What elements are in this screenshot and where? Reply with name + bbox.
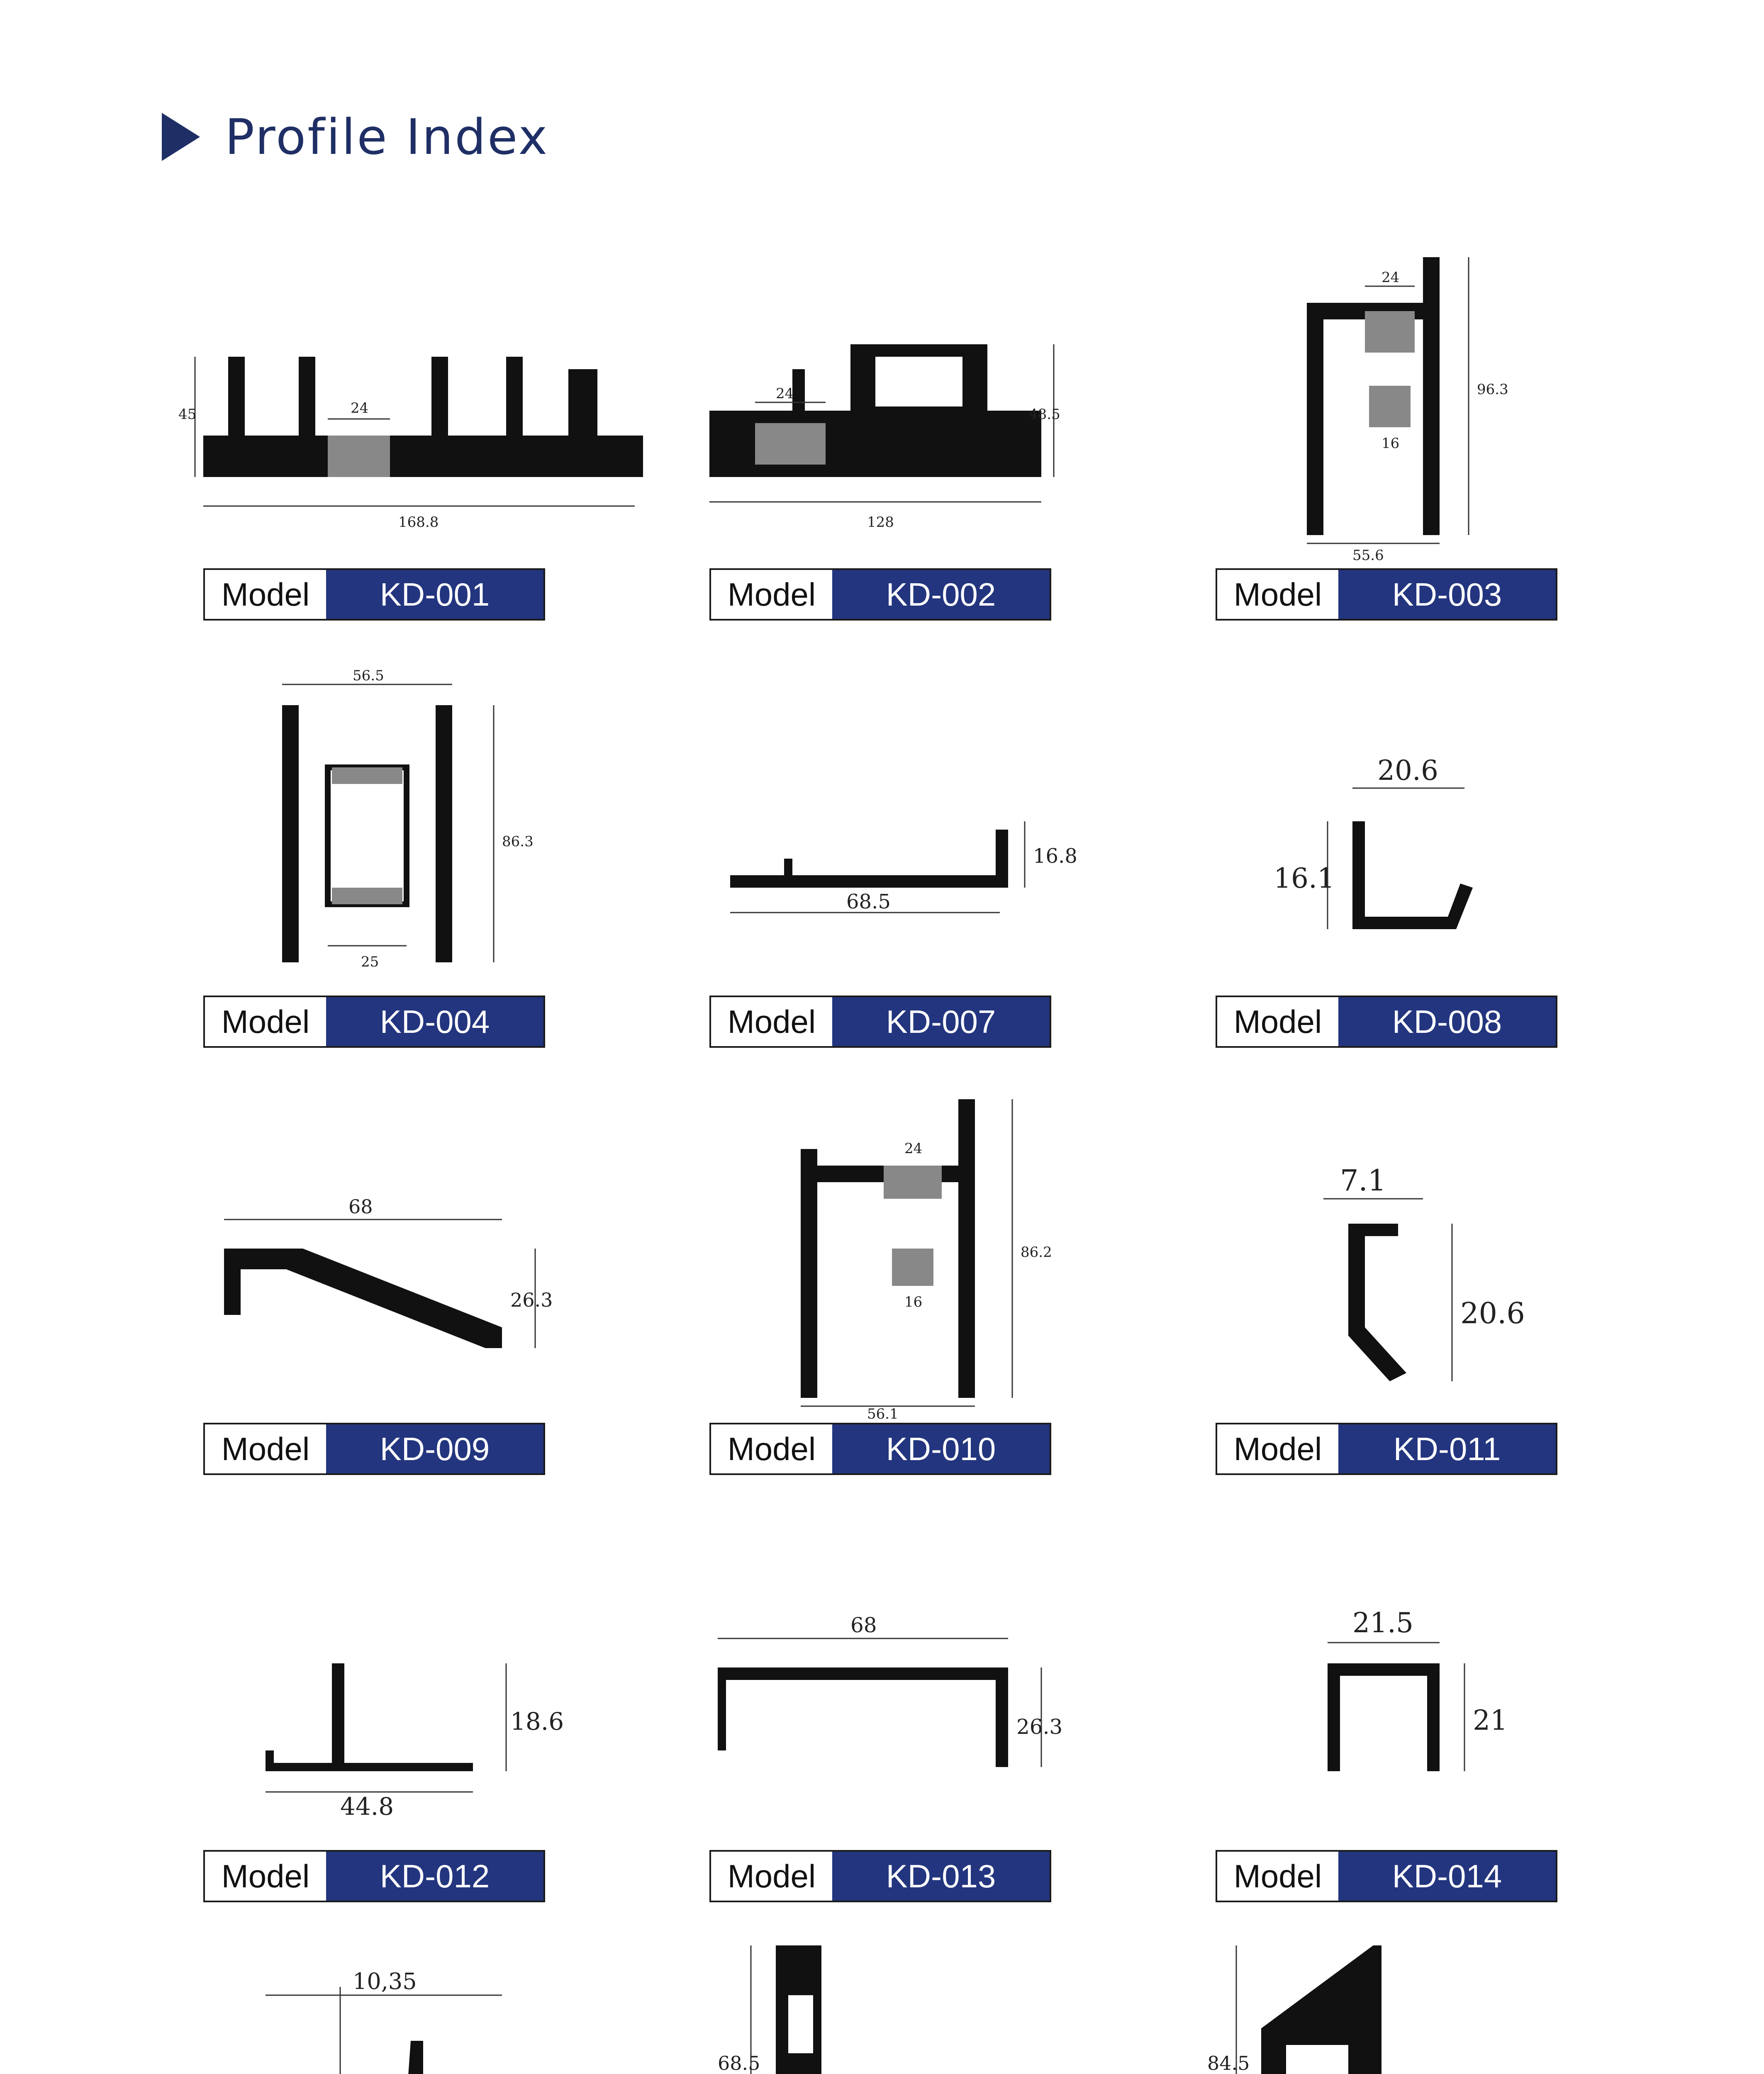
model-label-value: KD-007 [832, 997, 1050, 1046]
dim-label: 68 [850, 1613, 877, 1637]
model-label [203, 996, 545, 1048]
model-label-key: Model [1217, 570, 1338, 619]
model-label-key: Model [711, 997, 832, 1046]
dim-label: 7.1 [1340, 1164, 1386, 1198]
model-label-value: KD-012 [326, 1852, 543, 1901]
model-label-key: Model [1217, 1424, 1338, 1473]
model-label-value: KD-010 [832, 1424, 1050, 1473]
profile-card [203, 1058, 553, 1485]
model-label [1216, 568, 1557, 621]
dim-label: 16 [1381, 435, 1400, 452]
dim-label: 55.6 [1352, 547, 1384, 564]
profile-card [1216, 203, 1560, 630]
model-label-value: KD-004 [326, 997, 543, 1046]
model-label-key: Model [205, 1424, 326, 1473]
profile-card [178, 203, 548, 630]
model-label [203, 568, 545, 621]
dim-label: 16.8 [1033, 845, 1077, 868]
profile-card [709, 1912, 1054, 2074]
dim-label: 20.6 [1460, 1296, 1525, 1330]
profile-drawing-kd-001 [178, 203, 548, 568]
dim-label: 48.5 [1029, 406, 1060, 423]
profile-card [203, 630, 548, 1058]
profile-drawing-kd-020 [709, 1912, 1054, 2074]
model-label-key: Model [205, 1852, 326, 1901]
model-label [709, 568, 1051, 621]
dim-label: 56.5 [353, 667, 384, 684]
model-label-key: Model [205, 570, 326, 619]
dim-label: 86.3 [502, 833, 534, 850]
dim-label: 24 [904, 1140, 923, 1157]
dim-label: 24 [351, 400, 369, 416]
profile-drawing-kd-009 [203, 1058, 553, 1423]
triangle-right-icon [162, 113, 200, 161]
page-title: Profile Index [225, 108, 549, 166]
dim-label: 44.8 [340, 1792, 394, 1821]
dim-label: 128 [867, 514, 894, 531]
model-label [203, 1423, 545, 1475]
dim-label: 26.3 [1016, 1715, 1063, 1739]
dim-label: 25 [361, 954, 379, 970]
dim-label: 86.2 [1021, 1244, 1052, 1261]
model-label-key: Model [205, 997, 326, 1046]
model-label-key: Model [711, 1852, 832, 1901]
profile-card [203, 1912, 548, 2074]
dim-label: 68 [348, 1195, 373, 1218]
model-label-value: KD-002 [832, 570, 1050, 619]
dim-label: 10,35 [353, 1968, 417, 1994]
model-label [709, 1850, 1051, 1902]
model-label [1216, 1850, 1557, 1902]
profile-card [203, 1485, 564, 1912]
model-label-value: KD-011 [1338, 1424, 1556, 1473]
dim-label: 24 [776, 385, 794, 402]
profile-card [1216, 1485, 1560, 1912]
profile-card [1207, 1912, 1560, 2074]
model-label-value: KD-009 [326, 1424, 543, 1473]
model-label-key: Model [711, 570, 832, 619]
profile-drawing-kd-003 [1216, 203, 1560, 568]
profile-drawing-kd-014 [1216, 1485, 1560, 1850]
model-label-value: KD-001 [326, 570, 543, 619]
model-label [709, 996, 1051, 1048]
dim-label: 68.5 [718, 2052, 760, 2074]
dim-label: 45 [178, 406, 197, 423]
profile-drawing-kd-008 [1216, 630, 1560, 996]
profile-drawing-kd-023 [1207, 1912, 1560, 2074]
dim-label: 16 [904, 1294, 923, 1310]
model-label-value: KD-003 [1338, 570, 1556, 619]
profile-card [1216, 1058, 1560, 1485]
profile-drawing-kd-013 [709, 1485, 1063, 1850]
profile-drawing-kd-004 [203, 630, 548, 996]
profile-drawing-kd-012 [203, 1485, 564, 1850]
profile-card [709, 1058, 1054, 1485]
dim-label: 56.1 [867, 1406, 899, 1422]
model-label [203, 1850, 545, 1902]
profile-drawing-kd-002 [709, 203, 1060, 568]
model-label-key: Model [711, 1424, 832, 1473]
profile-card [709, 630, 1077, 1058]
dim-label: 84.5 [1207, 2052, 1250, 2074]
model-label [709, 1423, 1051, 1475]
profile-card [709, 203, 1060, 630]
model-label-value: KD-013 [832, 1852, 1050, 1901]
model-label-key: Model [1217, 997, 1338, 1046]
dim-label: 20.6 [1377, 755, 1438, 786]
model-label-key: Model [1217, 1852, 1338, 1901]
profile-card [709, 1485, 1063, 1912]
model-label-value: KD-014 [1338, 1852, 1556, 1901]
profile-drawing-kd-007 [709, 630, 1077, 996]
dim-label: 18.6 [510, 1707, 564, 1736]
dim-label: 96.3 [1477, 381, 1508, 398]
dim-label: 16.1 [1274, 862, 1335, 894]
dim-label: 68.5 [846, 890, 891, 913]
model-label [1216, 996, 1557, 1048]
dim-label: 21 [1473, 1704, 1508, 1736]
dim-label: 21.5 [1352, 1607, 1413, 1639]
dim-label: 26.3 [510, 1289, 553, 1311]
dim-label: 168.8 [398, 514, 439, 531]
model-label [1216, 1423, 1557, 1475]
dim-label: 24 [1381, 269, 1400, 286]
profile-drawing-kd-016 [203, 1912, 548, 2074]
profile-card [1216, 630, 1560, 1058]
profile-drawing-kd-011 [1216, 1058, 1560, 1423]
model-label-value: KD-008 [1338, 997, 1556, 1046]
profile-drawing-kd-010 [709, 1058, 1054, 1423]
page-header [162, 104, 549, 170]
